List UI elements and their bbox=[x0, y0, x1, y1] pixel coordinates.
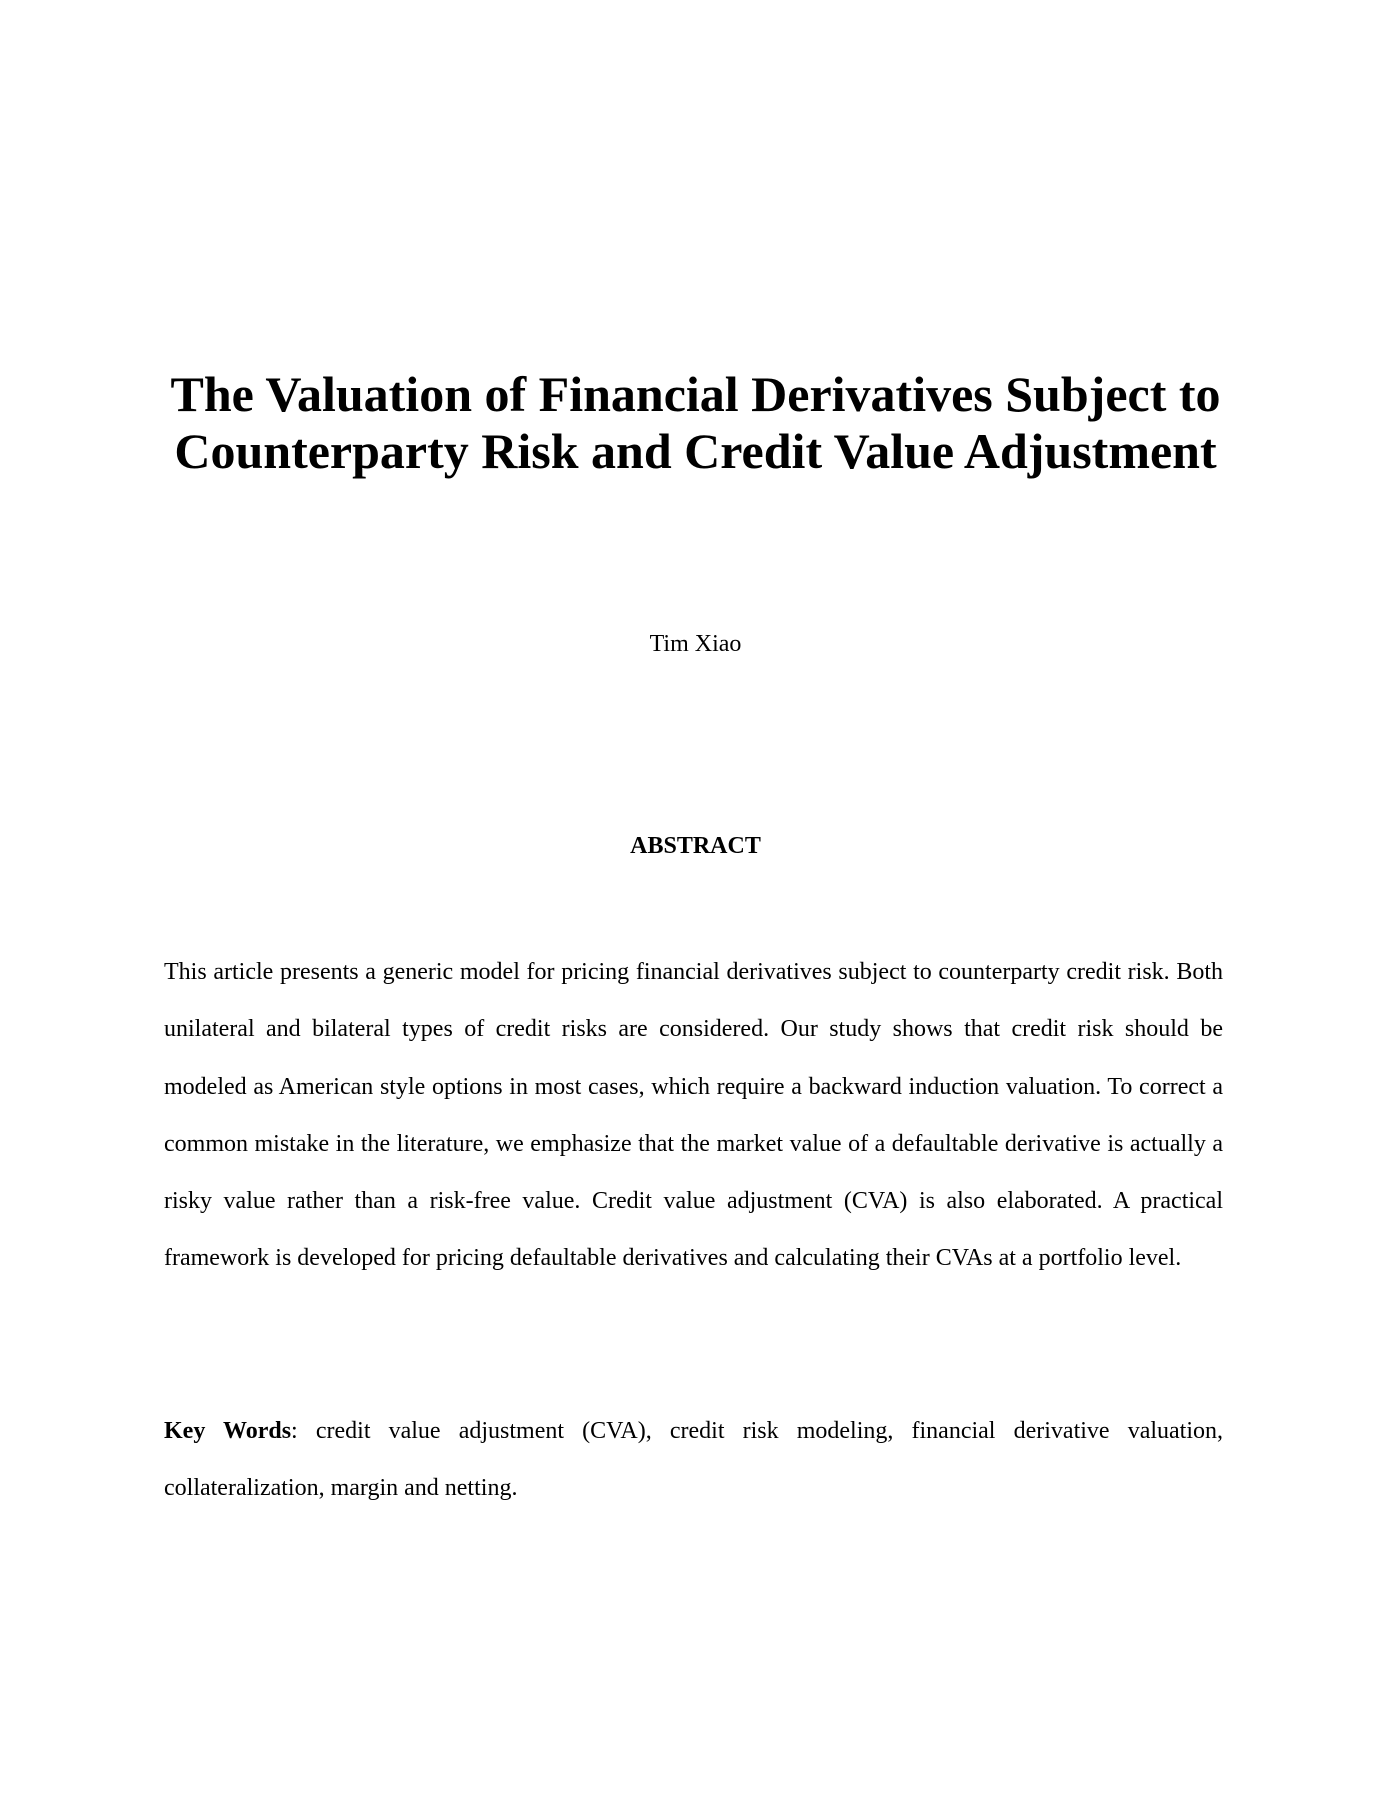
abstract-heading: ABSTRACT bbox=[630, 833, 761, 859]
keywords-label: Key Words bbox=[164, 1418, 292, 1444]
keywords-text: credit value adjustment (CVA), credit risk modeling, financial derivative valuation, collateralization, margin and netting. bbox=[164, 1418, 1223, 1502]
keywords-separator: : bbox=[291, 1418, 298, 1444]
keywords bbox=[164, 1403, 1223, 1518]
title-line-1: The Valuation of Financial Derivatives Subject to bbox=[170, 366, 1221, 422]
paper-title bbox=[0, 366, 1391, 480]
title-line-2: Counterparty Risk and Credit Value Adjustment bbox=[174, 423, 1217, 479]
author-name: Tim Xiao bbox=[649, 631, 742, 657]
abstract-text: This article presents a generic model for pricing financial derivatives subject to counterparty credit risk. Both unilateral and bilateral types of credit risks are considered. Our study shows that credit risk should be modeled as American style options in most cases, which require a backward induction valuation. To correct a common mistake in the literature, we emphasize that the market value of a defaultable derivative is actually a risky value rather than a risk-free value. Credit value adjustment (CVA) is also elaborated. A practical framework is developed for pricing defaultable derivatives and calculating their CVAs at a portfolio level. bbox=[164, 959, 1223, 1272]
